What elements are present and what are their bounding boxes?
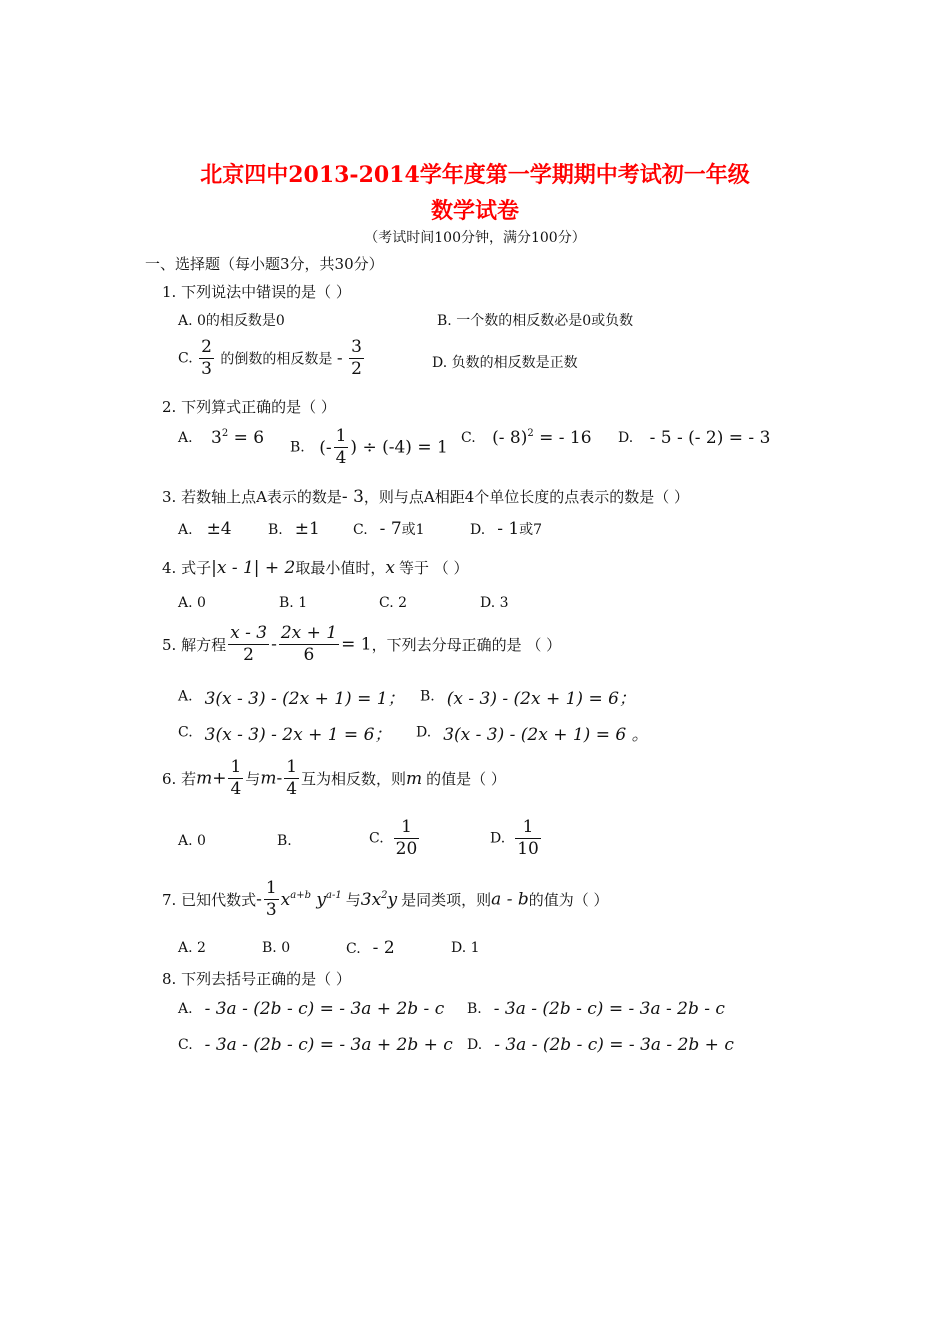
question-2-stem: 2. 下列算式正确的是（ ） (162, 398, 336, 416)
fraction: $\frac{x - 3}{2}$ (230, 623, 268, 665)
question-8-option-c: C. - 3a - (2b - c) = - 3a + 2b + c (178, 1035, 453, 1055)
question-7-stem: 7. 已知代数式- $\frac{1}{3}$ $x^{a+b}$ $y^{a-1}$ 与$3x^2y$ 是同类项，则a - b的值为（ ） (162, 878, 609, 920)
section-heading: 一、选择题（每小题3分，共30分） (145, 255, 384, 273)
question-7-option-d: D. 1 (451, 940, 480, 956)
question-2-option-c: C. (- 8)$^2$ = - 16 (461, 428, 592, 448)
question-6-option-d: D. $\frac{1}{10}$ (490, 817, 539, 859)
fraction: $\frac{2}{3}$ (201, 337, 212, 379)
question-4-option-a: A. 0 (178, 595, 206, 611)
question-1-option-d: D. 负数的相反数是正数 (432, 355, 578, 371)
question-7-option-a: A. 2 (178, 940, 206, 956)
fraction: $\frac{1}{10}$ (517, 817, 539, 859)
question-4-option-b: B. 1 (279, 595, 308, 611)
question-5-option-a: A. 3(x - 3) - (2x + 1) = 1； (178, 688, 405, 709)
fraction: $\frac{1}{20}$ (395, 817, 418, 859)
question-3-stem: 3. 若数轴上点A表示的数是- 3，则与点A相距4个单位长度的点表示的数是（ ） (162, 487, 690, 507)
question-5-stem: 5. 解方程 $\frac{x - 3}{2}$ - $\frac{2x + 1}{6}$ = 1，下列去分母正确的是 （ ） (162, 623, 562, 665)
question-6-stem: 6. 若m+ $\frac{1}{4}$ 与m- $\frac{1}{4}$ 互为相反数，则m 的值是（ ） (162, 757, 506, 799)
question-5-option-b: B. (x - 3) - (2x + 1) = 6； (420, 688, 636, 709)
question-2-option-b: B. (- $\frac{1}{4}$ ) ÷ (-4) = 1 (290, 426, 448, 468)
fraction: $\frac{1}{4}$ (286, 757, 298, 799)
fraction: $\frac{3}{2}$ (351, 337, 362, 379)
question-3-option-c: C. - 7或1 (353, 519, 425, 539)
fraction: $\frac{1}{4}$ (230, 757, 242, 799)
question-5-option-d: D. 3(x - 3) - (2x + 1) = 6 。 (416, 724, 649, 745)
exam-subtitle: 数学试卷 (430, 198, 519, 224)
exam-title: 北京四中2013-2014学年度第一学期期中考试初一年级 (200, 162, 750, 188)
option-text: 的倒数的相反数是 (220, 351, 333, 368)
question-2-option-d: D. - 5 - (- 2) = - 3 (618, 428, 771, 448)
question-8-stem: 8. 下列去括号正确的是（ ） (162, 970, 351, 988)
question-1-stem: 1. 下列说法中错误的是（ ） (162, 283, 351, 301)
exam-note: （考试时间100分钟，满分100分） (364, 230, 586, 246)
question-6-option-b: B. (277, 833, 292, 849)
minus-sign: - (336, 348, 343, 369)
question-1-option-b: B. 一个数的相反数必是0或负数 (437, 313, 634, 329)
question-4-stem: 4. 式子|x - 1| + 2取最小值时，x 等于 （ ） (162, 558, 469, 578)
question-3-option-b: B. ±1 (268, 519, 320, 539)
question-7-option-b: B. 0 (262, 940, 291, 956)
question-1-option-c (178, 337, 366, 380)
question-5-option-c: C. 3(x - 3) - 2x + 1 = 6； (178, 724, 392, 745)
question-4-option-c: C. 2 (379, 595, 408, 611)
question-8-option-a: A. - 3a - (2b - c) = - 3a + 2b - c (178, 999, 445, 1019)
question-6-option-a: A. 0 (178, 833, 206, 849)
question-4-option-d: D. 3 (480, 595, 509, 611)
question-2-option-a: A. $3^2 = 6$ (178, 428, 265, 448)
question-1-option-a: A. 0的相反数是0 (178, 313, 285, 329)
question-3-option-a: A. ±4 (178, 519, 232, 539)
fraction: $\frac{2x + 1}{6}$ (280, 623, 338, 665)
question-7-option-c: C. - 2 (346, 938, 395, 958)
fraction: $\frac{1}{4}$ (335, 426, 347, 468)
option-label: C. (178, 350, 193, 367)
question-8-option-d: D. - 3a - (2b - c) = - 3a - 2b + c (467, 1035, 734, 1055)
question-8-option-b: B. - 3a - (2b - c) = - 3a - 2b - c (467, 999, 725, 1019)
fraction: $\frac{1}{3}$ (265, 878, 277, 920)
question-3-option-d: D. - 1或7 (470, 519, 543, 539)
question-6-option-c: C. $\frac{1}{20}$ (369, 817, 418, 859)
